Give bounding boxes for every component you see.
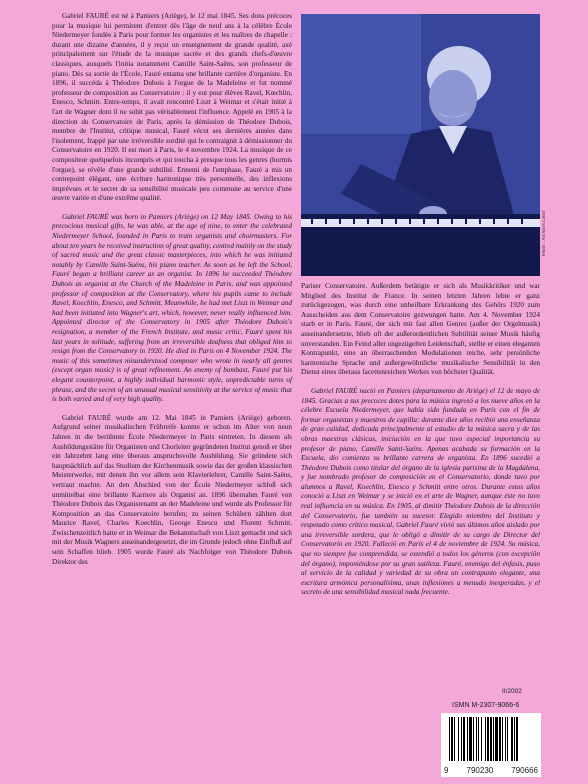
barcode-lead-digit: 9	[444, 766, 449, 775]
barcode-bar	[481, 717, 482, 761]
barcode-bar	[476, 717, 477, 761]
barcode-digits	[441, 766, 541, 775]
biography-french: Gabriel FAURÉ est né à Pamiers (Ariège), le 12 mai 1845. Ses dons précoces pour la musique lui permirent d'entrer dès l'âge de neuf ans à la célèbre École Niedermeyer fondée à Paris pour former les organistes et les maîtres de chapelle : durant une dizaine d'années, il y reçut un enseignement de grande qualité, axé principalement sur l'étude de la musique sacrée et des grands chefs-d'œuvre classiques, auxquels l'initia notamment Camille Saint-Saëns, son professeur de piano. Dès sa sortie de l'École, Fauré entama une brillante carrière d'organiste. En 1896, il succéda à Théodore Dubois à l'orgue de la Madeleine et fut nommé professeur de composition au Conservatoire : il y eut pour élèves Ravel, Kœchlin, Enesco, Schmitt. Entre-temps, il avait rencontré Liszt à Weimar et s'était initié à l'art de Wagner dont il ne subit pas véritablement l'influence. Appelé en 1905 à la direction du Conservatoire de Paris, après la démission de Théodore Dubois, membre de l'Institut, critique musical, Fauré vécut ses dernières années dans l'isolement, frappé par une irréversible surdité qui le contraignit à démissionner du Conservatoire en 1920. Il est mort à Paris, le 4 novembre 1924. La musique de ce compositeur quelquefois incompris et qui toucha à presque tous les genres (hormis l'orgue), se révèle d'une grande subtilité. Ennemi de l'emphase, Fauré a mis un contrepoint élégant, une écriture harmonique très personnelle, des inflexions imprévues et le secret de sa sensibilité musicale peu commune au service d'une œuvre variée et d'une extrême qualité.	[52, 12, 292, 203]
left-text-column	[52, 12, 292, 576]
photo-credit: Photo : Archives Lebar	[542, 210, 547, 257]
barcode-bar	[469, 717, 472, 761]
ismn-number: ISMN M-2307-9066-6	[452, 702, 520, 709]
biography-german: Gabriel FAURÉ wurde am 12. Mai 1845 in Pamiers (Ariège) geboren. Aufgrund seiner musikalischen Frühreife konnte er schon im Alter von neun Jahren in die berühmte École Niedermeyer in Paris eintreten. In diesem als Ausbildungsstätte für Organisten und Chorleiter gegründeten Institut genoß er über ein Jahrzehnt lang eine überaus anspruchsvolle Ausbildung. Sie gründete sich hauptsächlich auf das Studium der Kirchenmusik sowie das der großen klassischen Meisterwerke, mit denen ihn vor allem sein Klavierlehrer, Camille Saint-Saëns, vertraut machte. An den Abschied von der École Niedermeyer schloß sich unmittelbar eine brillante Karriere als Organist an. 1896 übernahm Fauré von Théodore Dubois das Organistenamt an der Madeleine und wurde als Professor für Komposition an das Conservatoire berufen; zu seinen Schülern zählten dort Maurice Ravel, Charles Koechlin, George Enescu und Florent Schmitt. Zwischenzeitlich hatte er in Weimar die Bekanntschaft von Liszt gemacht und sich mit der Musik Wagners auseinandergesetzt, die im Grunde jedoch ohne Einfluß auf sein Schaffen blieb. 1905 wurde Fauré als Nachfolger von Théodore Dubois Direktor des	[52, 413, 292, 566]
barcode-bar	[516, 717, 518, 761]
biography-english: Gabriel FAURÉ was born in Pamiers (Ariège) on 12 May 1845. Owing to his precocious musical gifts, he was able, at the age of nine, to enter the celebrated Niedermeyer School, founded in Paris to train organists and choirmasters. For about ten years he received instruction of great quality, centred mainly on the study of sacred music and the great classic masterpieces, into which he was initiated notably by Camille Saint-Saëns, his piano teacher. As soon as he left the School, Fauré began a brilliant career as an organist. In 1896 he succeeded Théodore Dubois as organist at the Church of the Madeleine in Paris, and was appointed professor of composition at the Conservatory, where his pupils came to include Ravel, Koechlin, Enesco, and Schmitt. Meanwhile, he had met Liszt in Weimar and had been initiated into Wagner's art, which, however, never really influenced him. Appointed director of the Conservatory in 1905 after Théodore Dubois's resignation, a member of the French Institute, and music critic, Fauré spent his last years in solitude, suffering from an irreversible deafness that obliged him to resign from the Conservatory in 1920. He died in Paris on 4 November 1924. The music of this sometimes misunderstood composer who wrote in nearly all genres (except organ music) is of great refinement. An enemy of bombast, Fauré put his elegant counterpoint, a highly individual harmonic style, unpredictable turns of phrase, and the secret of an unusual musical sensitivity at the service of music that is both varied and of very high quality.	[52, 212, 292, 404]
barcode-bar	[478, 717, 479, 761]
issue-date: II/2002	[502, 688, 522, 695]
barcode-bar	[495, 717, 498, 761]
barcode-bar	[449, 717, 450, 761]
barcode-bar	[505, 717, 506, 761]
barcode-bar	[454, 717, 455, 761]
barcode-bar	[461, 717, 462, 761]
barcode-bar	[490, 717, 492, 761]
barcode-bar	[514, 717, 515, 761]
barcode-bar	[487, 717, 489, 761]
barcode-bars	[441, 713, 541, 765]
barcode-bar	[451, 717, 453, 761]
barcode-bar	[499, 717, 501, 761]
barcode	[441, 713, 541, 777]
barcode-bar	[473, 717, 474, 761]
barcode-bar	[493, 717, 494, 761]
barcode-bar	[463, 717, 465, 761]
barcode-group-1: 790230	[466, 766, 494, 775]
barcode-bar	[507, 717, 508, 761]
barcode-group-2: 790666	[511, 766, 538, 775]
biography-spanish: Gabriel FAURÉ nació en Pamiers (departamento de Ariège) el 12 de mayo de 1845. Gracias a sus precoces dotes para la música ingresó a los nueve años en la célebre Escuela Niedermeyer, que había sido fundada en París con el fin de formar organistas y maestros de capilla: durante diez años recibió una enseñanza de gran calidad, dedicada principalmente al estudio de la música sacra y de las obras maestras clásicas, iniciación en la que tuvo especial importancia su profesor de piano, Camille Saint-Saëns. Apenas acabada su formación en la Escuela, dio comienzo su brillante carrera de organista. En 1896 sucedió a Théodore Dubois como titular del órgano de la iglesia parisina de la Magdalena, y fue nombrado profesor de composición en el Conservatorio, donde tuvo por alumnos a Ravel, Koechlin, Enesco y Schmitt entre otros. Durante estos años conoció a Liszt en Weimar y se inició en el arte de Wagner, aunque éste no tuvo real influencia en su música. En 1905, al dimitir Théodore Dubois de la dirección del Conservatorio, fue también su sucesor. Elegido miembro del Instituto y respetado como crítico musical, Gabriel Fauré vivió sus últimos años aislado por una irreversible sordera, que le obligó a dimitir de su cargo de Director del Conservatorio en 1920. Falleció en París el 4 de noviembre de 1924. Su música, que no siempre fue comprendida, se extendió a todos los géneros (con excepción del órgano), imponiéndose por su gran sutileza. Fauré, enemigo del énfasis, puso al servicio de la calidad y variedad de su obra un contrapunto elegante, una escritura armónica personalísima, unas inflexiones a menudo inesperadas, y el secreto de una sensibilidad musical nada frecuente.	[301, 386, 540, 597]
right-text-column	[301, 282, 540, 607]
barcode-bar	[458, 717, 459, 761]
barcode-bar	[467, 717, 468, 761]
composer-portrait-photo	[301, 14, 540, 276]
barcode-bar	[485, 717, 486, 761]
barcode-bar	[511, 717, 513, 761]
biography-german-continued: Pariser Conservatoire. Außerdem betätigte er sich als Musikkritiker und war Mitglied des Institut de France. In seinen letzten Jahren lebte er ganz zurückgezogen, was durch eine unheilbare Erkrankung des Gehörs 1920 zum Ausscheiden aus dem Conservatoire gezwungen hatte. Am 4. November 1924 starb er in Paris. Fauré, der sich mit fast allen Genres (außer der Orgelmusik) auseinandersetzte, blieb oft der außerordentlichen Subtilität seiner Musik häufig unverstanden. Ein Feind aller ungezügelten Leidenschaft, stellte er einen eleganten Kontrapunkt, eine an überraschenden Modulationen reiche, sehr persönliche harmonische Sprache und außergewöhnliche musikalische Sensibilität in den Dienst eines überaus facettenreichen Werkes von höchster Qualität.	[301, 282, 540, 377]
barcode-bar	[502, 717, 503, 761]
